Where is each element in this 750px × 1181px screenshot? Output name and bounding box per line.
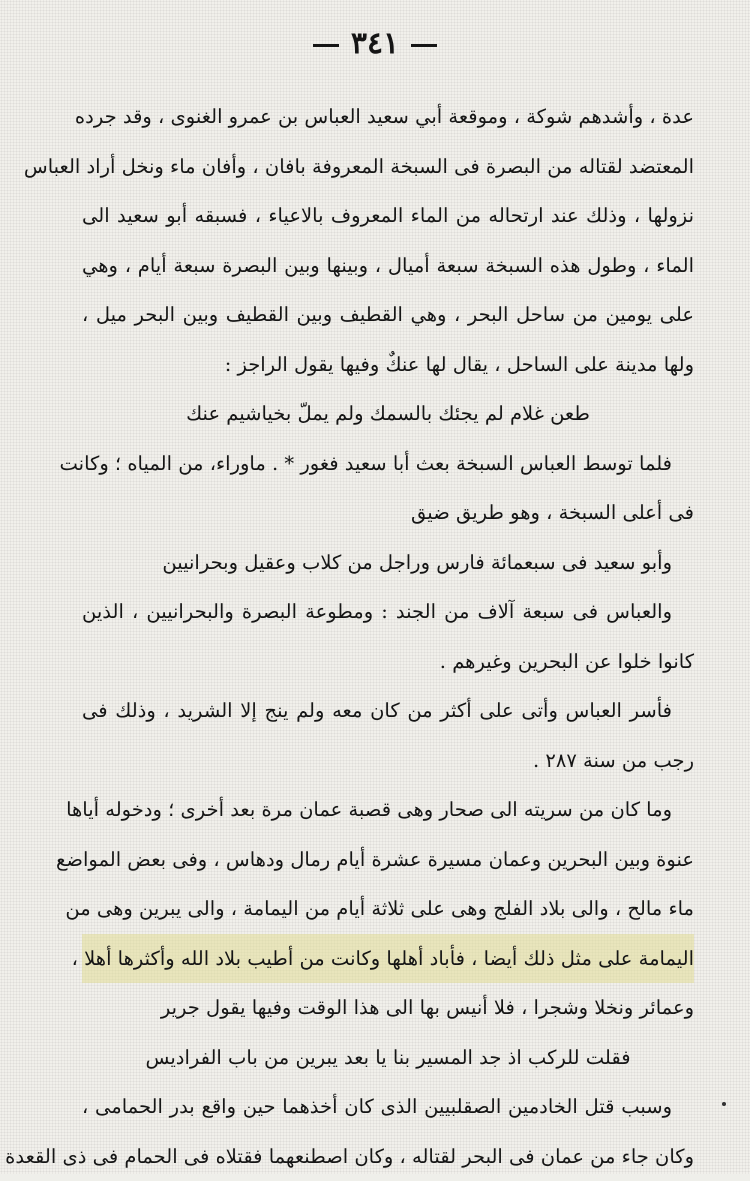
text-line: والعباس فى سبعة آلاف من الجند : ومطوعة البصرة والبحرانيين ، الذين	[82, 587, 694, 637]
text-line: الماء ، وطول هذه السبخة سبعة أميال ، وبينها وبين البصرة سبعة أيام ، وهي	[82, 241, 694, 291]
text-line: رجب من سنة ٢٨٧ .	[82, 736, 694, 786]
text-line: فى أعلى السبخة ، وهو طريق ضيق	[82, 488, 694, 538]
page-number: ٣٤١	[0, 26, 750, 61]
text-line: وأبو سعيد فى سبعمائة فارس وراجل من كلاب وعقيل وبحرانيين	[82, 538, 694, 588]
text-line: وكان جاء من عمان فى البحر لقتاله ، وكان اصطنعهما فقتلاه فى الحمام فى ذى القعدة	[82, 1132, 694, 1181]
text-line: فأسر العباس وأتى على أكثر من كان معه ولم ينج إلا الشريد ، وذلك فى	[82, 686, 694, 736]
verse-line: فقلت للركب اذ جد المسير بنا يا بعد يبرين من باب الفراديس	[82, 1033, 694, 1083]
body-text	[82, 92, 694, 1181]
text-line: وسبب قتل الخادمين الصقلبيين الذى كان أخذهما حين واقع بدر الحمامى ،	[82, 1082, 694, 1132]
text-line: ولها مدينة على الساحل ، يقال لها عنكٌ وفيها يقول الراجز :	[82, 340, 694, 390]
text-line: المعتضد لقتاله من البصرة فى السبخة المعروفة بافان ، وأفان ماء ونخل أراد العباس	[82, 142, 694, 192]
text-line: نزولها ، وذلك عند ارتحاله من الماء المعروف بالاعياء ، فسبقه أبو سعيد الى	[82, 191, 694, 241]
text-line: فلما توسط العباس السبخة بعث أبا سعيد فغور * . ماوراء، من المياه ؛ وكانت	[82, 439, 694, 489]
verse-line: طعن غلام لم يجئك بالسمك ولم يملّ بخياشيم عنك	[82, 389, 694, 439]
text-line: على يومين من ساحل البحر ، وهي القطيف وبين القطيف وبين البحر ميل ،	[82, 290, 694, 340]
text-line: وعمائر ونخلا وشجرا ، فلا أنيس بها الى هذا الوقت وفيها يقول جرير	[82, 983, 694, 1033]
text-line: عدة ، وأشدهم شوكة ، وموقعة أبي سعيد العباس بن عمرو الغنوى ، وقد جرده	[82, 92, 694, 142]
text-line: وما كان من سريته الى صحار وهى قصبة عمان مرة بعد أخرى ؛ ودخوله أياها	[82, 785, 694, 835]
text-line: عنوة وبين البحرين وعمان مسيرة عشرة أيام رمال ودهاس ، وفى بعض المواضع	[82, 835, 694, 885]
ink-speck	[722, 1102, 726, 1106]
text-line: كانوا خلوا عن البحرين وغيرهم .	[82, 637, 694, 687]
text-line: ماء مالح ، والى بلاد الفلج وهى على ثلاثة أيام من اليمامة ، والى يبرين وهى من	[82, 884, 694, 934]
highlighted-line: اليمامة على مثل ذلك أيضا ، فأباد أهلها وكانت من أطيب بلاد الله وأكثرها أهلا ،	[82, 934, 694, 984]
